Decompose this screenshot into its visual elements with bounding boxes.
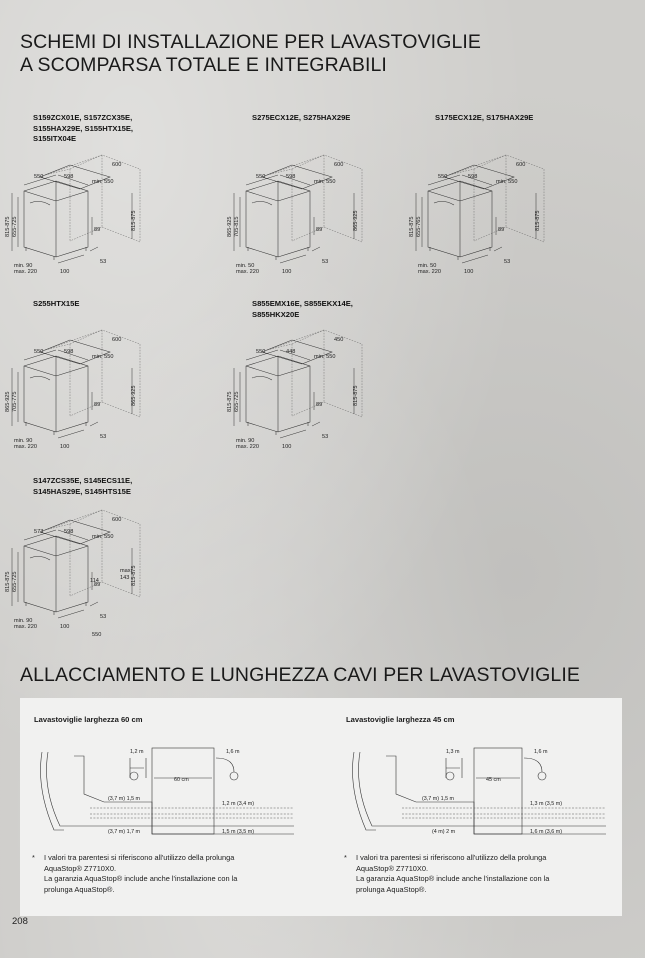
label-niche: 600 xyxy=(334,162,344,168)
footnote-45 xyxy=(344,853,616,895)
connection-heading: ALLACCIAMENTO E LUNGHEZZA CAVI PER LAVASTOVIGLIE xyxy=(20,664,580,686)
installation-diagram xyxy=(0,322,150,452)
label-min-depth: min. 550 xyxy=(314,179,336,185)
label-base-max: max. 220 xyxy=(236,444,260,450)
label-inner-range: 705-775 xyxy=(12,391,18,412)
footnote-line: I valori tra parentesi si riferiscono all'utilizzo della prolunga xyxy=(44,853,235,862)
label-base-max: max. 220 xyxy=(14,269,38,275)
conn-45-top-right: 1,6 m xyxy=(534,749,548,755)
conn-60-top-left: 1,2 m xyxy=(130,749,144,755)
label-plinth: 89 xyxy=(94,402,101,408)
label-niche: 600 xyxy=(112,517,122,523)
label-plinth: 89 xyxy=(498,227,505,233)
label-depth: 448 xyxy=(286,349,296,355)
footnote-60 xyxy=(32,853,304,895)
label-depth: 598 xyxy=(286,174,296,180)
label-inner-range: 655-765 xyxy=(416,216,422,237)
diagram-caption-2: S275ECX12E, S275HAX29E xyxy=(252,113,351,122)
label-min-depth: min. 550 xyxy=(496,179,518,185)
conn-45-width: 45 cm xyxy=(486,777,501,783)
conn-45-mid-left: (3,7 m) 1,5 m xyxy=(422,796,455,802)
label-extra-114: 114 xyxy=(90,578,99,584)
label-height-range: 865-925 xyxy=(227,216,233,237)
install-heading-line-2: A SCOMPARSA TOTALE E INTEGRABILI xyxy=(20,54,387,76)
model-list-line: S159ZCX01E, S157ZCX35E, xyxy=(33,113,133,122)
label-height-right: 815-875 xyxy=(131,210,137,231)
label-depth: 598 xyxy=(64,529,74,535)
label-height-range: 815-875 xyxy=(227,391,233,412)
footnote-line: La garanzia AquaStop® include anche l'installazione con la xyxy=(356,874,550,883)
label-min-depth: min. 550 xyxy=(92,179,114,185)
footnote-line: AquaStop® Z7710X0. xyxy=(44,863,117,873)
label-width: 550 xyxy=(34,174,44,180)
label-min-depth: min. 550 xyxy=(92,534,114,540)
conn-60-mid-right: 1,2 m (3,4 m) xyxy=(222,801,255,807)
label-plinth: 89 xyxy=(94,582,101,588)
label-inner-range: 705-815 xyxy=(234,216,240,237)
connection-panel xyxy=(20,698,622,916)
label-foot: 100 xyxy=(60,624,70,630)
installation-diagram xyxy=(0,147,150,277)
conn-60-bottom-left: (3,7 m) 1,7 m xyxy=(108,829,141,835)
installation-diagram xyxy=(222,147,372,277)
label-height-right: 815-875 xyxy=(353,385,359,406)
label-height-right: 815-875 xyxy=(535,210,541,231)
label-width: 550 xyxy=(438,174,448,180)
footnote-line: prolunga AquaStop®. xyxy=(44,884,115,894)
conn-60-mid-left: (3,7 m) 1,5 m xyxy=(108,796,141,802)
label-plinth: 89 xyxy=(94,227,101,233)
label-base-gap: min. 50 xyxy=(418,263,437,269)
footnote-line: AquaStop® Z7710X0. xyxy=(356,863,429,873)
connection-diagram-45 xyxy=(346,738,616,843)
label-plinth: 89 xyxy=(316,402,323,408)
label-plinth: 89 xyxy=(316,227,323,233)
conn-45-top-left: 1,3 m xyxy=(446,749,460,755)
label-kick: 53 xyxy=(322,434,329,440)
label-foot: 100 xyxy=(60,269,70,275)
install-heading-line-1: SCHEMI DI INSTALLAZIONE PER LAVASTOVIGLIE xyxy=(20,31,482,53)
label-base-gap: min. 50 xyxy=(236,263,255,269)
label-extra-max: max. xyxy=(120,568,133,574)
label-min-depth: min. 550 xyxy=(92,354,114,360)
label-niche: 600 xyxy=(112,337,122,343)
installation-diagram xyxy=(222,322,372,452)
label-kick: 53 xyxy=(504,259,511,265)
label-height-range: 815-875 xyxy=(5,571,11,592)
label-min-depth: min. 550 xyxy=(314,354,336,360)
footnote-line: I valori tra parentesi si riferiscono all'utilizzo della prolunga xyxy=(356,853,547,862)
label-height-range: 865-925 xyxy=(5,391,11,412)
diagram-6-extras xyxy=(0,502,150,642)
label-base-max: max. 220 xyxy=(418,269,442,275)
model-list-line: S145HAS29E, S145HTS15E xyxy=(33,486,131,496)
footnote-marker: * xyxy=(32,853,35,862)
label-base-max: max. 220 xyxy=(14,444,38,450)
conn-45-bottom-right: 1,6 m (3,6 m) xyxy=(530,829,563,835)
label-niche: 450 xyxy=(334,337,344,343)
label-base-gap: min. 90 xyxy=(236,438,255,444)
label-extra-143: 143 xyxy=(120,575,130,581)
diagram-caption-4: S255HTX15E xyxy=(33,299,80,308)
label-height-right: 865-925 xyxy=(131,385,137,406)
label-kick: 53 xyxy=(322,259,329,265)
label-width: 573 xyxy=(34,529,44,535)
label-width: 550 xyxy=(256,174,266,180)
diagram-caption-3: S175ECX12E, S175HAX29E xyxy=(435,113,534,122)
connection-title-60: Lavastoviglie larghezza 60 cm xyxy=(34,715,143,724)
model-list-line: S155HAX29E, S155HTX15E, xyxy=(33,123,134,133)
label-inner-range: 655-725 xyxy=(234,391,240,412)
model-list-line: S855EMX16E, S855EKX14E, xyxy=(252,299,353,308)
label-foot: 100 xyxy=(60,444,70,450)
label-inner-range: 655-725 xyxy=(12,216,18,237)
label-niche: 600 xyxy=(516,162,526,168)
label-depth: 598 xyxy=(64,349,74,355)
footnote-marker: * xyxy=(344,853,347,862)
footnote-line: prolunga AquaStop®. xyxy=(356,884,427,894)
label-width: 550 xyxy=(34,349,44,355)
label-niche: 600 xyxy=(112,162,122,168)
label-depth: 598 xyxy=(64,174,74,180)
conn-60-bottom-right: 1,5 m (3,5 m) xyxy=(222,829,255,835)
label-base-max: max. 220 xyxy=(236,269,260,275)
label-foot: 100 xyxy=(282,269,292,275)
model-list-line: S855HKX20E xyxy=(252,309,300,319)
conn-45-bottom-left: (4 m) 2 m xyxy=(432,829,456,835)
footnote-line: La garanzia AquaStop® include anche l'installazione con la xyxy=(44,874,238,883)
label-base-max: max. 220 xyxy=(14,624,38,630)
label-foot: 100 xyxy=(464,269,474,275)
label-width: 550 xyxy=(256,349,266,355)
label-base-gap: min. 90 xyxy=(14,618,33,624)
page-number: 208 xyxy=(12,916,28,927)
connection-diagram-60 xyxy=(34,738,304,843)
label-height-right: 865-925 xyxy=(353,210,359,231)
conn-60-width: 60 cm xyxy=(174,777,189,783)
conn-45-mid-right: 1,3 m (3,5 m) xyxy=(530,801,563,807)
label-inner-range: 655-725 xyxy=(12,571,18,592)
label-kick: 53 xyxy=(100,434,107,440)
model-list-line: S147ZCS35E, S145ECS11E, xyxy=(33,476,133,485)
label-height-range: 815-875 xyxy=(5,216,11,237)
label-kick: 53 xyxy=(100,614,107,620)
label-base-gap: min. 90 xyxy=(14,438,33,444)
label-depth: 598 xyxy=(468,174,478,180)
connection-title-45: Lavastoviglie larghezza 45 cm xyxy=(346,715,455,724)
label-kick: 53 xyxy=(100,259,107,265)
label-height-range: 815-875 xyxy=(409,216,415,237)
label-base-gap: min. 90 xyxy=(14,263,33,269)
label-extra-550: 550 xyxy=(92,632,102,638)
label-foot: 100 xyxy=(282,444,292,450)
installation-diagram xyxy=(404,147,554,277)
conn-60-top-right: 1,6 m xyxy=(226,749,240,755)
model-list-line: S155ITX04E xyxy=(33,134,77,143)
label-height-right: 815-875 xyxy=(131,565,137,586)
